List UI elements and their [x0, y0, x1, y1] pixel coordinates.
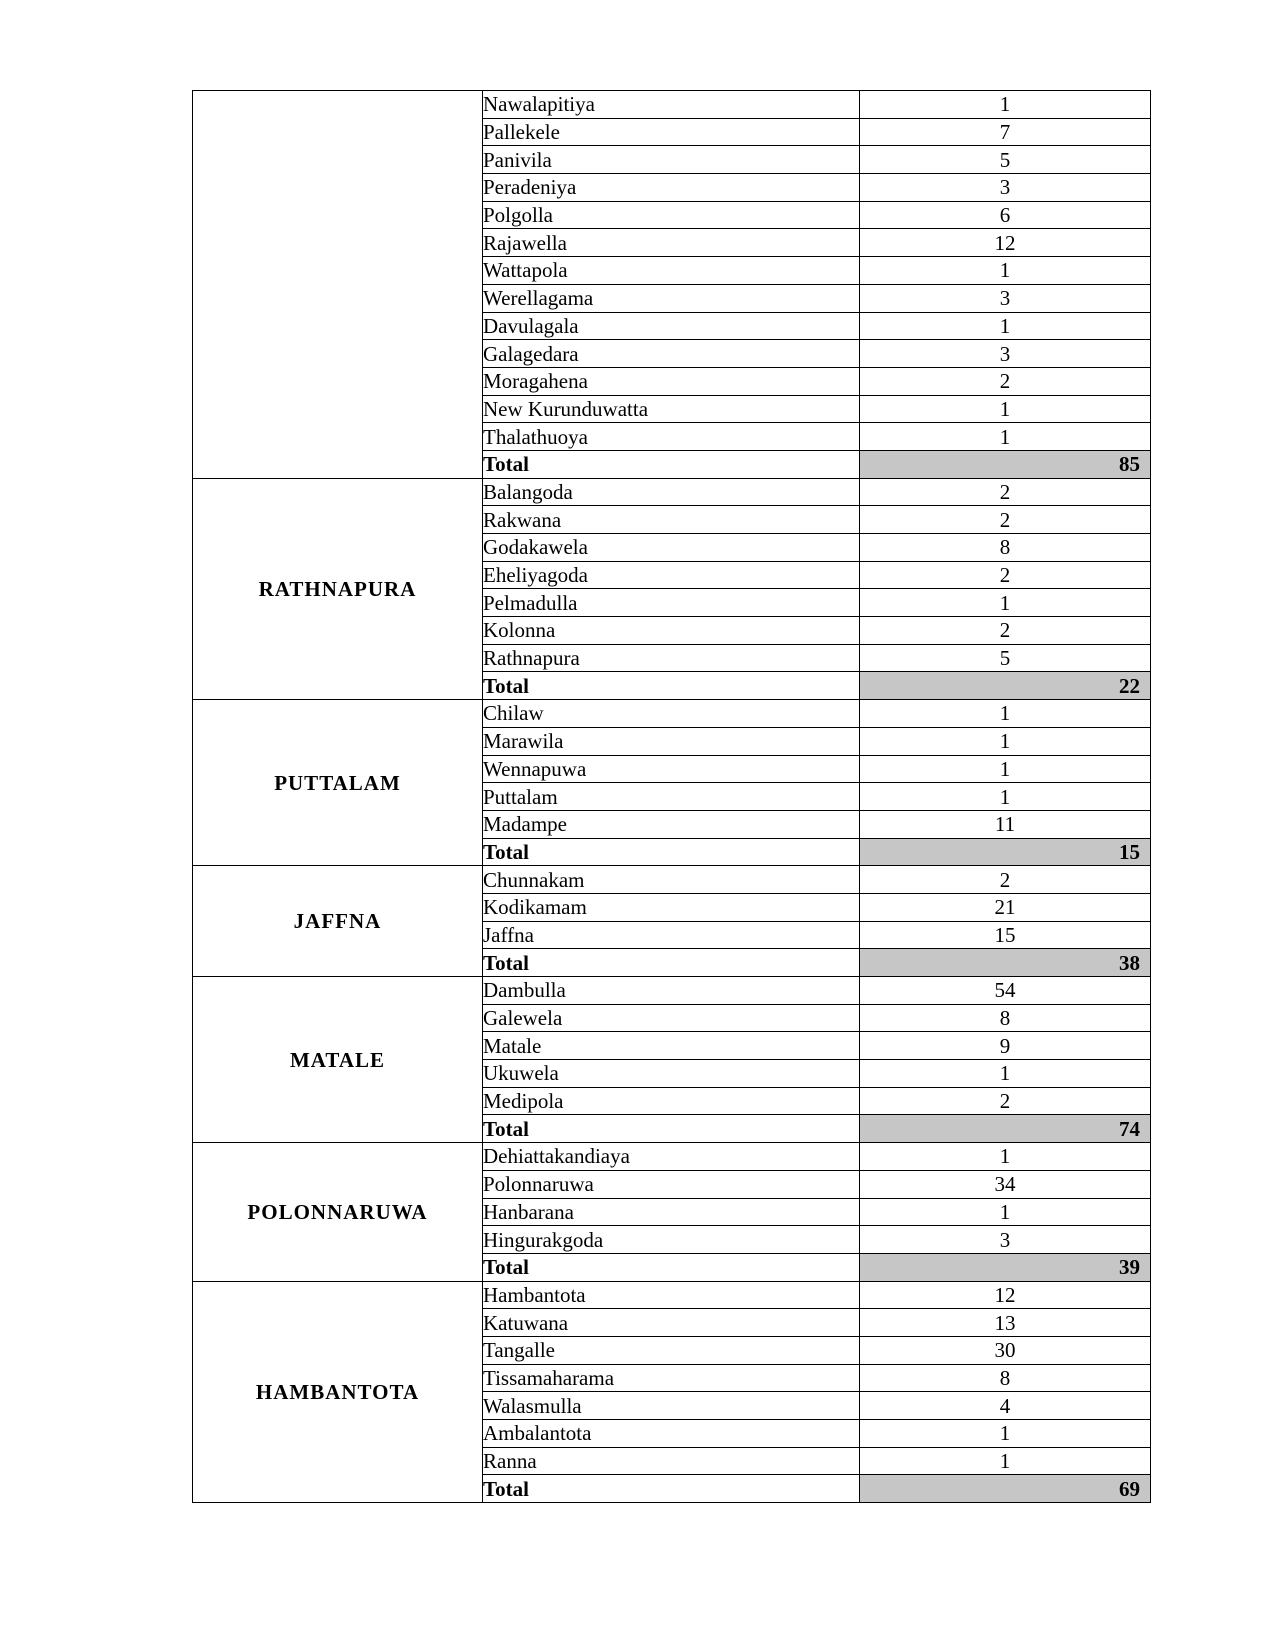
place-name-cell: Hambantota — [483, 1281, 860, 1309]
district-name-cell: HAMBANTOTA — [193, 1281, 483, 1503]
total-value-cell: 39 — [860, 1253, 1151, 1281]
district-name-cell: RATHNAPURA — [193, 478, 483, 700]
total-value-cell: 22 — [860, 672, 1151, 700]
count-cell: 1 — [860, 727, 1151, 755]
place-name-cell: Madampe — [483, 810, 860, 838]
total-label-cell: Total — [483, 838, 860, 866]
count-cell: 3 — [860, 284, 1151, 312]
count-cell: 2 — [860, 506, 1151, 534]
place-name-cell: Hanbarana — [483, 1198, 860, 1226]
count-cell: 1 — [860, 1060, 1151, 1088]
count-cell: 1 — [860, 1143, 1151, 1171]
place-name-cell: Puttalam — [483, 783, 860, 811]
total-label-cell: Total — [483, 672, 860, 700]
count-cell: 3 — [860, 1226, 1151, 1254]
place-name-cell: Davulagala — [483, 312, 860, 340]
count-cell: 1 — [860, 1447, 1151, 1475]
place-name-cell: Tissamaharama — [483, 1364, 860, 1392]
count-cell: 3 — [860, 340, 1151, 368]
count-cell: 2 — [860, 561, 1151, 589]
total-label-cell: Total — [483, 450, 860, 478]
count-cell: 6 — [860, 201, 1151, 229]
count-cell: 12 — [860, 229, 1151, 257]
place-name-cell: Polonnaruwa — [483, 1170, 860, 1198]
count-cell: 11 — [860, 810, 1151, 838]
count-cell: 30 — [860, 1336, 1151, 1364]
count-cell: 5 — [860, 644, 1151, 672]
count-cell: 21 — [860, 893, 1151, 921]
count-cell: 1 — [860, 755, 1151, 783]
place-name-cell: Rathnapura — [483, 644, 860, 672]
place-name-cell: Galewela — [483, 1004, 860, 1032]
count-cell: 2 — [860, 478, 1151, 506]
count-cell: 2 — [860, 866, 1151, 894]
place-name-cell: Panivila — [483, 146, 860, 174]
place-name-cell: Eheliyagoda — [483, 561, 860, 589]
total-label-cell: Total — [483, 1115, 860, 1143]
count-cell: 5 — [860, 146, 1151, 174]
place-name-cell: Marawila — [483, 727, 860, 755]
count-cell: 1 — [860, 700, 1151, 728]
table-row — [193, 91, 1151, 119]
place-name-cell: Jaffna — [483, 921, 860, 949]
count-cell: 1 — [860, 1198, 1151, 1226]
place-name-cell: Katuwana — [483, 1309, 860, 1337]
count-cell: 1 — [860, 423, 1151, 451]
count-cell: 13 — [860, 1309, 1151, 1337]
place-name-cell: Matale — [483, 1032, 860, 1060]
count-cell: 1 — [860, 257, 1151, 285]
count-cell: 1 — [860, 395, 1151, 423]
place-name-cell: Ukuwela — [483, 1060, 860, 1088]
place-name-cell: Wattapola — [483, 257, 860, 285]
count-cell: 2 — [860, 367, 1151, 395]
count-cell: 3 — [860, 174, 1151, 202]
district-name-cell: POLONNARUWA — [193, 1143, 483, 1281]
place-name-cell: Medipola — [483, 1087, 860, 1115]
place-name-cell: Moragahena — [483, 367, 860, 395]
count-cell: 8 — [860, 534, 1151, 562]
district-name-cell — [193, 91, 483, 479]
count-cell: 8 — [860, 1004, 1151, 1032]
table-row — [193, 1281, 1151, 1309]
place-name-cell: Rajawella — [483, 229, 860, 257]
district-name-cell: PUTTALAM — [193, 700, 483, 866]
total-value-cell: 74 — [860, 1115, 1151, 1143]
place-name-cell: Dambulla — [483, 977, 860, 1005]
place-name-cell: Balangoda — [483, 478, 860, 506]
place-name-cell: Dehiattakandiaya — [483, 1143, 860, 1171]
count-cell: 15 — [860, 921, 1151, 949]
count-cell: 4 — [860, 1392, 1151, 1420]
place-name-cell: Peradeniya — [483, 174, 860, 202]
table-row — [193, 1143, 1151, 1171]
place-name-cell: Walasmulla — [483, 1392, 860, 1420]
count-cell: 34 — [860, 1170, 1151, 1198]
district-name-cell: JAFFNA — [193, 866, 483, 977]
count-cell: 9 — [860, 1032, 1151, 1060]
total-label-cell: Total — [483, 1475, 860, 1503]
place-name-cell: Chilaw — [483, 700, 860, 728]
count-cell: 1 — [860, 91, 1151, 119]
total-value-cell: 69 — [860, 1475, 1151, 1503]
table-body — [193, 91, 1151, 1503]
place-name-cell: Polgolla — [483, 201, 860, 229]
table-row — [193, 700, 1151, 728]
district-locations-table — [192, 90, 1151, 1503]
place-name-cell: Ambalantota — [483, 1420, 860, 1448]
count-cell: 7 — [860, 118, 1151, 146]
table-row — [193, 478, 1151, 506]
total-value-cell: 85 — [860, 450, 1151, 478]
place-name-cell: Kodikamam — [483, 893, 860, 921]
place-name-cell: Thalathuoya — [483, 423, 860, 451]
total-label-cell: Total — [483, 1253, 860, 1281]
count-cell: 2 — [860, 1087, 1151, 1115]
place-name-cell: Tangalle — [483, 1336, 860, 1364]
count-cell: 1 — [860, 589, 1151, 617]
count-cell: 12 — [860, 1281, 1151, 1309]
count-cell: 1 — [860, 312, 1151, 340]
total-value-cell: 15 — [860, 838, 1151, 866]
place-name-cell: Nawalapitiya — [483, 91, 860, 119]
count-cell: 8 — [860, 1364, 1151, 1392]
place-name-cell: New Kurunduwatta — [483, 395, 860, 423]
place-name-cell: Pelmadulla — [483, 589, 860, 617]
table-row — [193, 977, 1151, 1005]
table-row — [193, 866, 1151, 894]
place-name-cell: Kolonna — [483, 617, 860, 645]
total-label-cell: Total — [483, 949, 860, 977]
place-name-cell: Galagedara — [483, 340, 860, 368]
count-cell: 2 — [860, 617, 1151, 645]
count-cell: 54 — [860, 977, 1151, 1005]
place-name-cell: Wennapuwa — [483, 755, 860, 783]
district-name-cell: MATALE — [193, 977, 483, 1143]
count-cell: 1 — [860, 783, 1151, 811]
place-name-cell: Rakwana — [483, 506, 860, 534]
place-name-cell: Werellagama — [483, 284, 860, 312]
place-name-cell: Godakawela — [483, 534, 860, 562]
place-name-cell: Hingurakgoda — [483, 1226, 860, 1254]
place-name-cell: Chunnakam — [483, 866, 860, 894]
total-value-cell: 38 — [860, 949, 1151, 977]
place-name-cell: Pallekele — [483, 118, 860, 146]
place-name-cell: Ranna — [483, 1447, 860, 1475]
count-cell: 1 — [860, 1420, 1151, 1448]
